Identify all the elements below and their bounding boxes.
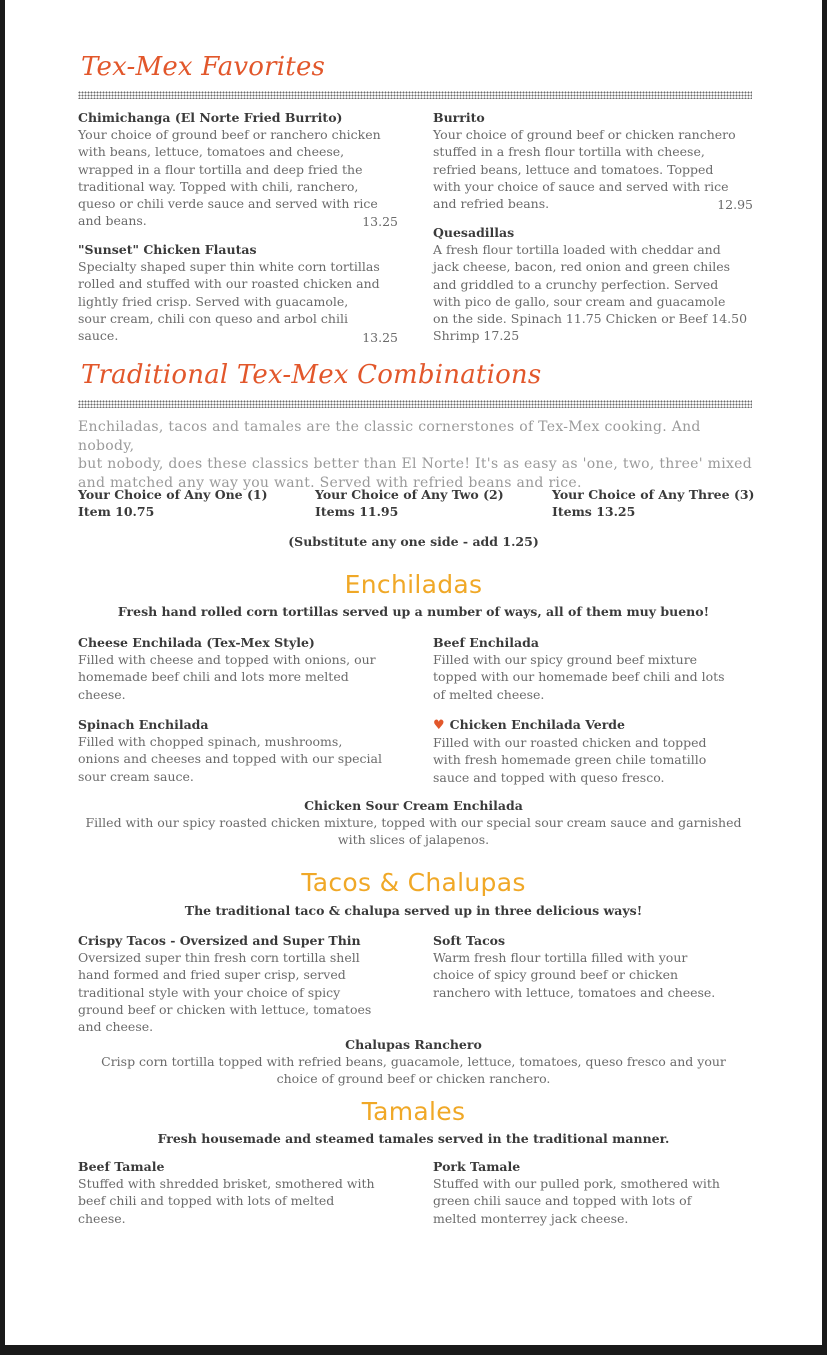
item-description: Filled with cheese and topped with onions, our homemade beef chili and lots more melted cheese. — [78, 652, 376, 702]
burrito-item — [433, 109, 753, 212]
favorites-title: Tex-Mex Favorites — [81, 52, 326, 82]
item-name: Beef Tamale — [78, 1159, 165, 1174]
enchiladas-subtitle: Fresh hand rolled corn tortillas served up a number of ways, all of them muy bueno! — [117, 604, 710, 619]
item-description: Crisp corn tortilla topped with refried beans, guacamole, lettuce, tomatoes, queso fresco and your choice of ground beef or chicken ranchero. — [101, 1054, 726, 1087]
item-name: Crispy Tacos - Oversized and Super Thin — [78, 933, 361, 948]
item-description: Warm fresh flour tortilla filled with your choice of spicy ground beef or chicken ranchero with lettuce, tomatoes and cheese. — [433, 950, 716, 1000]
item-name: Quesadillas — [433, 225, 515, 240]
item-description: Filled with our spicy roasted chicken mixture, topped with our special sour cream sauce and garnished with slices of jalapenos. — [85, 815, 742, 848]
pork-tamale-item — [433, 1158, 753, 1227]
item-description: Oversized super thin fresh corn tortilla shell hand formed and fried super crisp, served traditional style with your choice of spicy ground beef or chicken with lettuce, tomatoes and cheese. — [78, 950, 372, 1035]
item-name: "Sunset" Chicken Flautas — [78, 242, 257, 257]
combo-one: Your Choice of Any One (1) Item 10.75 — [78, 487, 268, 519]
item-price: 13.25 — [362, 214, 398, 229]
heart-icon: ♥ — [433, 718, 445, 733]
item-description: A fresh flour tortilla loaded with cheddar and jack cheese, bacon, red onion and green chiles and griddled to a crunchy perfection. Served with pico de gallo, sour cream and guacamole on the side. Spinach 11.75 Chicken or Beef 14.50 Shrimp 17.25 — [433, 242, 748, 344]
item-name: Chimichanga (El Norte Fried Burrito) — [78, 110, 343, 125]
combo-three: Your Choice of Any Three (3) Items 13.25 — [552, 487, 755, 519]
item-description: Filled with our roasted chicken and topped with fresh homemade green chile tomatillo sauce and topped with queso fresco. — [433, 735, 707, 785]
sour-cream-enchilada-item — [5, 797, 822, 849]
item-name: Chicken Sour Cream Enchilada — [304, 798, 523, 813]
soft-tacos-item — [433, 932, 753, 1001]
beef-tamale-item — [78, 1158, 398, 1227]
tamales-title: Tamales — [361, 1097, 466, 1126]
combinations-intro: Enchiladas, tacos and tamales are the classic cornerstones of Tex-Mex cooking. And nobody, but nobody, does these classics better than El Norte! It's as easy as 'one, two, three' mixed and matched any way you want. Served with refried beans and rice. — [78, 419, 753, 491]
item-description: Your choice of ground beef or ranchero chicken with beans, lettuce, tomatoes and cheese, wrapped in a flour tortilla and deep fried the traditional way. Topped with chili, ranchero, queso or chili verde sauce and served with rice and beans. — [78, 127, 381, 229]
item-price: 12.95 — [717, 197, 753, 212]
quesadillas-item — [433, 224, 753, 345]
item-description: Stuffed with our pulled pork, smothered with green chili sauce and topped with lots of melted monterrey jack cheese. — [433, 1176, 720, 1226]
enchiladas-title: Enchiladas — [344, 570, 483, 599]
item-name: Cheese Enchilada (Tex-Mex Style) — [78, 635, 315, 650]
item-description: Specialty shaped super thin white corn tortillas rolled and stuffed with our roasted chicken and lightly fried crisp. Served with guacamole, sour cream, chili con queso and arbol chili sauce. — [78, 259, 380, 344]
item-description: Filled with chopped spinach, mushrooms, onions and cheeses and topped with our special sour cream sauce. — [78, 734, 382, 784]
chicken-enchilada-verde-item — [433, 716, 753, 786]
tacos-subtitle: The traditional taco & chalupa served up in three delicious ways! — [184, 903, 643, 918]
tamales-subtitle: Fresh housemade and steamed tamales served in the traditional manner. — [157, 1131, 670, 1146]
combo-two: Your Choice of Any Two (2) Items 11.95 — [315, 487, 504, 519]
dotted-divider — [78, 400, 752, 408]
flautas-item — [78, 241, 398, 345]
item-description: Filled with our spicy ground beef mixture topped with our homemade beef chili and lots of melted cheese. — [433, 652, 725, 702]
item-name: Soft Tacos — [433, 933, 506, 948]
item-name: Pork Tamale — [433, 1159, 521, 1174]
item-name: Chicken Enchilada Verde — [449, 717, 625, 732]
crispy-tacos-item — [78, 932, 398, 1035]
combinations-title: Traditional Tex-Mex Combinations — [81, 360, 542, 390]
item-name: Beef Enchilada — [433, 635, 539, 650]
dotted-divider — [78, 91, 752, 99]
item-description: Stuffed with shredded brisket, smothered with beef chili and topped with lots of melted cheese. — [78, 1176, 375, 1226]
tacos-title: Tacos & Chalupas — [301, 868, 526, 897]
item-name: Spinach Enchilada — [78, 717, 209, 732]
cheese-enchilada-item — [78, 634, 398, 703]
item-name: Chalupas Ranchero — [345, 1037, 482, 1052]
chalupas-ranchero-item — [5, 1036, 822, 1088]
spinach-enchilada-item — [78, 716, 398, 785]
item-price: 13.25 — [362, 330, 398, 345]
substitute-note: (Substitute any one side - add 1.25) — [288, 534, 539, 549]
item-description: Your choice of ground beef or chicken ranchero stuffed in a fresh flour tortilla with cheese, refried beans, lettuce and tomatoes. Topped with your choice of sauce and served with rice and refried beans. — [433, 127, 736, 212]
beef-enchilada-item — [433, 634, 753, 703]
chimichanga-item — [78, 109, 398, 229]
menu-page — [5, 0, 822, 1345]
item-name: Burrito — [433, 110, 485, 125]
